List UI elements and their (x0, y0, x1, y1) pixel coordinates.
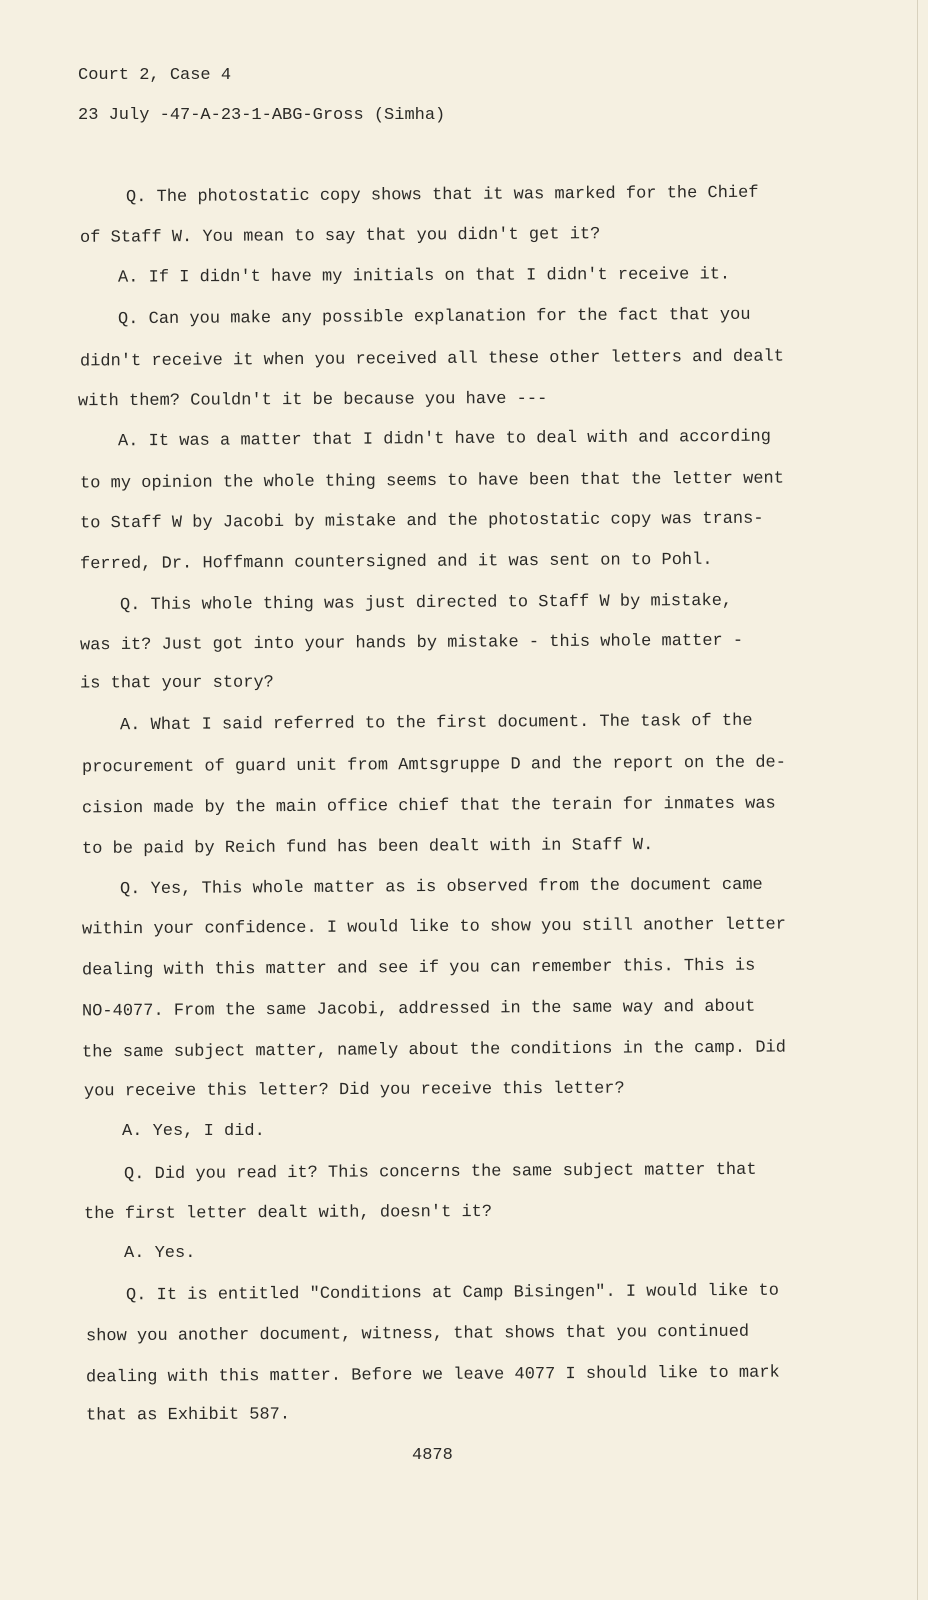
transcript-line: to Staff W by Jacobi by mistake and the photostatic copy was trans- (79, 509, 764, 534)
transcript-line: to be paid by Reich fund has been dealt with in Staff W. (81, 836, 654, 859)
transcript-line: Q. It is entitled "Conditions at Camp Bisingen". I would like to (125, 1281, 779, 1306)
transcript-line: the same subject matter, namely about the conditions in the camp. Did (81, 1038, 786, 1063)
transcript-line: A. Yes, I did. (122, 1122, 265, 1141)
transcript-line: A. What I said referred to the first document. The task of the (119, 711, 753, 736)
page-number: 4878 (412, 1446, 453, 1465)
transcript-line: dealing with this matter. Before we leave 4077 I should like to mark (85, 1363, 780, 1388)
transcript-line: show you another document, witness, that shows that you continued (85, 1322, 750, 1347)
transcript-line: with them? Couldn't it be because you have --- (77, 389, 548, 412)
transcript-line: Q. Yes, This whole matter as is observed from the document came (119, 875, 763, 900)
transcript-line: is that your story? (79, 673, 274, 694)
transcript-line: the first letter dealt with, doesn't it? (83, 1202, 493, 1225)
transcript-line: A. It was a matter that I didn't have to deal with and according (117, 427, 771, 452)
session-line-header: 23 July -47-A-23-1-ABG-Gross (Simha) (78, 106, 446, 125)
transcript-line: dealing with this matter and see if you can remember this. This is (81, 956, 756, 981)
transcript-line: to my opinion the whole thing seems to have been that the letter went (79, 469, 784, 494)
transcript-line: procurement of guard unit from Amtsgruppe D and the report on the de- (81, 753, 786, 778)
transcript-line: Q. Did you read it? This concerns the same subject matter that (123, 1160, 757, 1185)
transcript-line: within your confidence. I would like to show you still another letter (81, 915, 786, 940)
transcript-line: Q. Can you make any possible explanation for the fact that you (117, 305, 751, 330)
page-edge (917, 0, 918, 1600)
transcript-line: you receive this letter? Did you receive this letter? (83, 1079, 625, 1102)
transcript-line: of Staff W. You mean to say that you didn't get it? (79, 225, 601, 248)
transcript-line: NO-4077. From the same Jacobi, addressed in the same way and about (81, 997, 756, 1022)
transcript-line: Q. This whole thing was just directed to Staff W by mistake, (119, 591, 733, 616)
transcript-line: cision made by the main office chief that the terain for inmates was (81, 794, 776, 819)
transcript-line: was it? Just got into your hands by mistake - this whole matter - (79, 631, 744, 656)
transcript-line: A. If I didn't have my initials on that I didn't receive it. (117, 265, 731, 288)
court-case-header: Court 2, Case 4 (78, 66, 232, 85)
transcript-line: didn't receive it when you received all these other letters and dealt (79, 347, 784, 372)
transcript-line: that as Exhibit 587. (85, 1405, 291, 1426)
transcript-line: A. Yes. (124, 1244, 196, 1263)
transcript-line: Q. The photostatic copy shows that it was marked for the Chief (125, 183, 759, 208)
transcript-line: ferred, Dr. Hoffmann countersigned and it was sent on to Pohl. (79, 550, 713, 575)
